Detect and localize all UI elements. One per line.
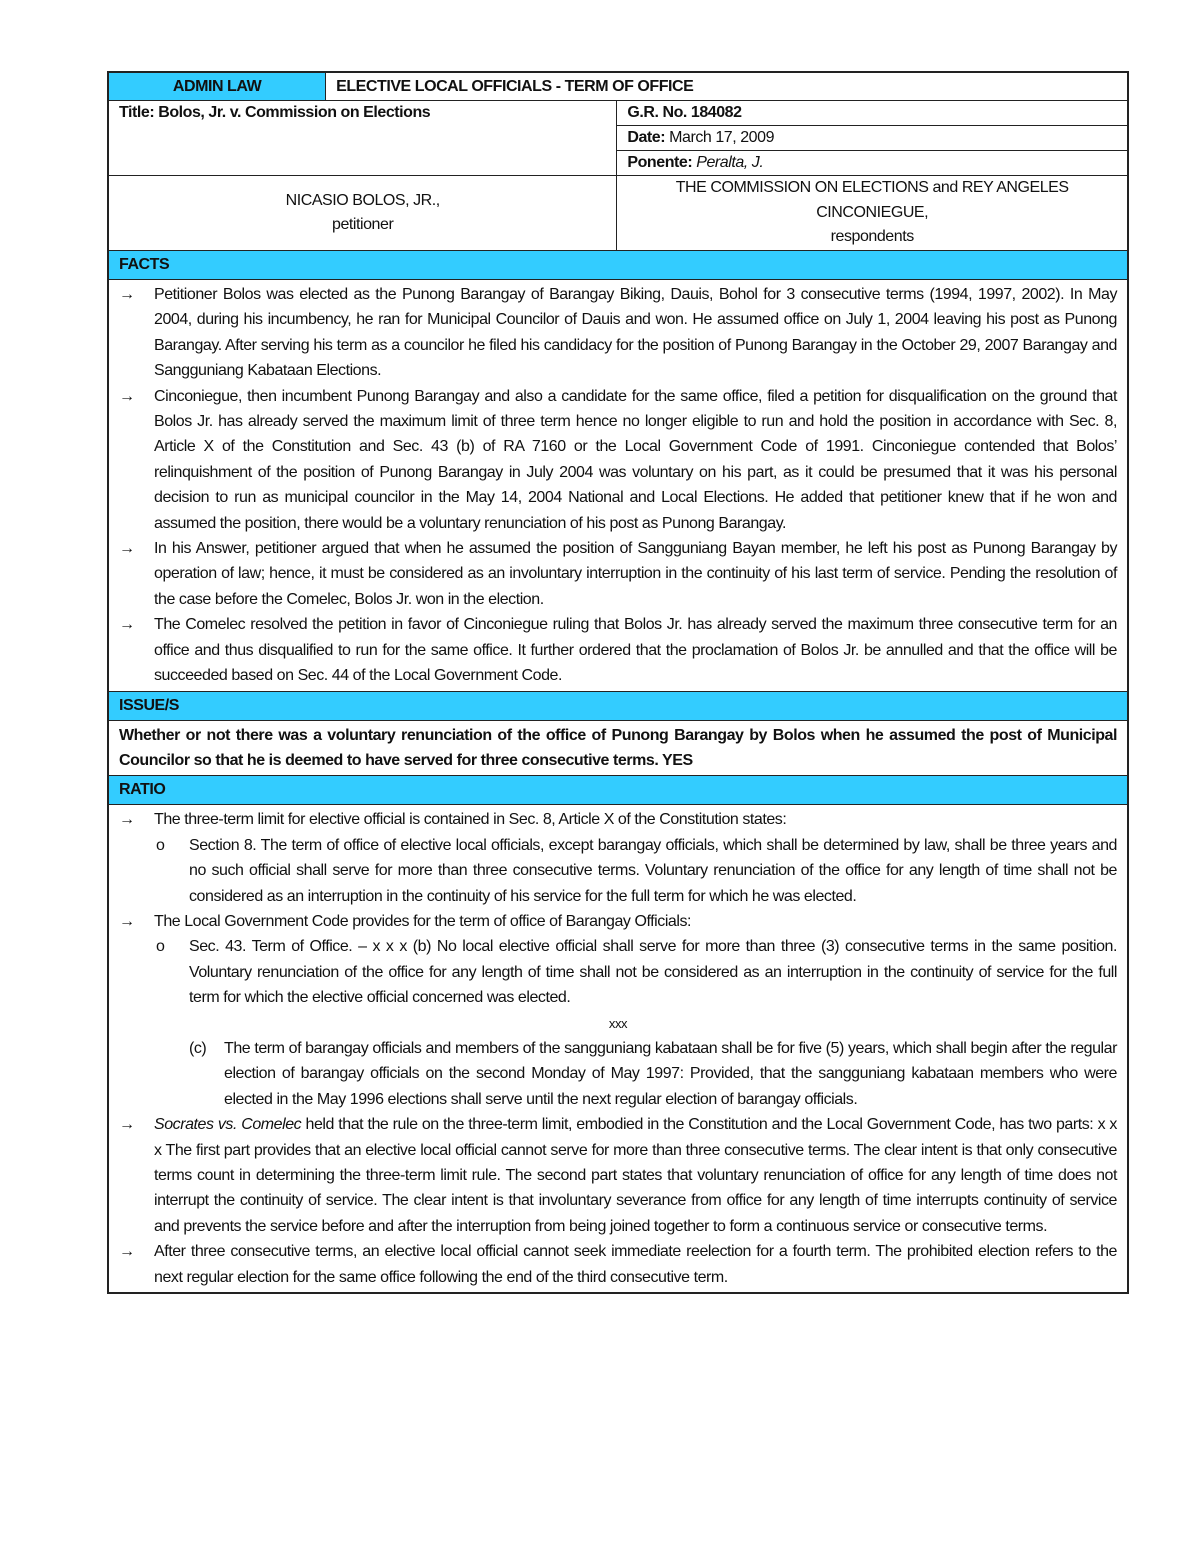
ratio-text: The three-term limit for elective official is contained in Sec. 8, Article X of the Constitution states: (154, 811, 787, 829)
ratio-text: held that the rule on the three-term limit, embodied in the Constitution and the Local Government Code, has two parts: x x x The first part provides that an elective local official cannot serve for more than three consecutive terms. The clear intent is that only consecutive terms count in determining the three-term limit rule. The second part states that voluntary renunciation of office for any length of time does not interrupt the continuity of service. The clear intent is that involuntary severance from office for any length of time interrupts continuity of service and prevents the service before and after the interruption from being joined together to form a continuous service or consecutive terms. (154, 1116, 1117, 1235)
respondent (617, 176, 1128, 251)
ponente-value: Peralta, J. (696, 154, 764, 171)
facts-text: Cinconiegue, then incumbent Punong Barangay and also a candidate for the same office, filed a petition for disqualification on the ground that Bolos Jr. has already served the maximum limit of three term hence no longer eligible to run and hold the position in accordance with Sec. 8, Article X of the Constitution and Sec. 43 (b) of RA 7160 or the Local Government Code of 1991. Cinconiegue contended that Bolos’ relinquishment of the position of Punong Barangay in July 2004 was voluntary on his part, as it could be presumed that it was his personal decision to run as municipal councilor in the May 14, 2004 National and Local Elections. He added that petitioner knew that if he won and assumed the position, there would be a voluntary renunciation of his post as Punong Barangay. (154, 387, 1117, 532)
ratio-subtext: The term of barangay officials and members of the sangguniang kabataan shall be for five (5) years, which shall begin after the regular election of barangay officials on the second Monday of May 1997: Provided, that the sangguniang kabataan members who were elected in the May 1996 elections shall serve until the next regular election of barangay officials. (224, 1039, 1117, 1108)
circle-o-icon: o (156, 938, 165, 956)
ratio-item (119, 1239, 1117, 1290)
ratio-subitem-c (119, 1036, 1117, 1112)
issue-heading: ISSUE/S (108, 691, 1128, 720)
gr-label: G.R. No. (627, 104, 687, 121)
ellipsis-xxx: xxx (608, 1015, 628, 1031)
ponente-label: Ponente: (627, 154, 693, 171)
circle-o-icon: o (156, 836, 165, 854)
title-value: Bolos, Jr. v. Commission on Elections (158, 104, 431, 121)
ratio-subitem (119, 833, 1117, 909)
ratio-subtext: Section 8. The term of office of elective local officials, except barangay officials, which shall be determined by law, shall be three years and no such official shall serve for more than three consecutive terms. Voluntary renunciation of the office for any length of time shall not be considered as an interruption in the continuity of his service for the full term for which he was elected. (189, 836, 1117, 905)
ratio-heading: RATIO (108, 776, 1128, 805)
petitioner-role: petitioner (332, 216, 394, 233)
facts-text: The Comelec resolved the petition in favor of Cinconiegue ruling that Bolos Jr. has already served the maximum three consecutive term for an office and thus disqualified to run for the same office. It further ordered that the proclamation of Bolos Jr. be annulled and that the office will be succeeded based on Sec. 44 of the Local Government Code. (154, 616, 1117, 685)
respondent-name: THE COMMISSION ON ELECTIONS and REY ANGELES CINCONIEGUE, (675, 179, 1069, 221)
date-label: Date: (627, 129, 666, 146)
ponente (617, 151, 1128, 176)
issue-text: Whether or not there was a voluntary renunciation of the office of Punong Barangay by Bolos when he assumed the post of Municipal Councilor so that he is deemed to have served for three consecutive terms. YES (108, 720, 1128, 776)
date (617, 126, 1128, 151)
petitioner-name: NICASIO BOLOS, JR., (285, 192, 440, 209)
arrow-right-icon: → (119, 1116, 135, 1134)
facts-item (119, 536, 1117, 612)
ratio-text: After three consecutive terms, an elective local official cannot seek immediate reelection for a fourth term. The prohibited election refers to the next regular election for the same office following the end of the third consecutive term. (154, 1243, 1117, 1286)
ratio-item (119, 807, 1117, 832)
facts-text: Petitioner Bolos was elected as the Punong Barangay of Barangay Biking, Dauis, Bohol for 3 consecutive terms (1994, 1997, 2002). In May 2004, during his incumbency, he ran for Municipal Councilor of Dauis and won. He assumed office on July 1, 2004 leaving his post as Punong Barangay. After serving his term as a councilor he filed his candidacy for the position of Punong Barangay in the October 29, 2007 Barangay and Sangguniang Kabataan Elections. (154, 286, 1117, 380)
ratio-body (108, 805, 1128, 1293)
facts-item (119, 612, 1117, 688)
subject: ADMIN LAW (108, 72, 326, 101)
ratio-item (119, 909, 1117, 934)
gr-value: 184082 (690, 104, 742, 121)
arrow-right-icon: → (119, 286, 135, 303)
facts-body (108, 280, 1128, 692)
subitem-label: (c) (189, 1039, 207, 1057)
facts-item (119, 282, 1117, 384)
facts-item (119, 384, 1117, 536)
date-value: March 17, 2009 (669, 129, 775, 146)
gr-number (617, 101, 1128, 126)
ratio-text: The Local Government Code provides for the term of office of Barangay Officials: (154, 912, 692, 930)
arrow-right-icon: → (119, 540, 135, 558)
ratio-item (119, 1112, 1117, 1239)
case-citation: Socrates vs. Comelec (154, 1116, 302, 1134)
arrow-right-icon: → (119, 811, 135, 829)
respondent-role: respondents (830, 228, 914, 245)
arrow-right-icon: → (119, 1243, 135, 1261)
arrow-right-icon: → (119, 387, 135, 405)
facts-text: In his Answer, petitioner argued that when he assumed the position of Sangguniang Bayan member, he left his post as Punong Barangay by operation of law; hence, it must be considered as an involuntary interruption in the continuity of his last term of service. Pending the resolution of the case before the Comelec, Bolos Jr. won in the election. (154, 540, 1117, 608)
arrow-right-icon: → (119, 616, 135, 634)
topic: ELECTIVE LOCAL OFFICIALS - TERM OF OFFICE (326, 72, 1128, 101)
facts-heading: FACTS (108, 251, 1128, 280)
case-digest-table (107, 71, 1129, 1294)
ratio-subitem (119, 934, 1117, 1010)
title-label: Title: (119, 104, 155, 121)
ratio-subtext: Sec. 43. Term of Office. – x x x (b) No local elective official shall serve for more than three (3) consecutive terms in the same position. Voluntary renunciation of the office for any length of time shall not be considered as an interruption in the continuity of service for the full term for which the elective official concerned was elected. (189, 938, 1117, 1007)
arrow-right-icon: → (119, 912, 135, 930)
case-title (108, 101, 617, 176)
petitioner (108, 176, 617, 251)
